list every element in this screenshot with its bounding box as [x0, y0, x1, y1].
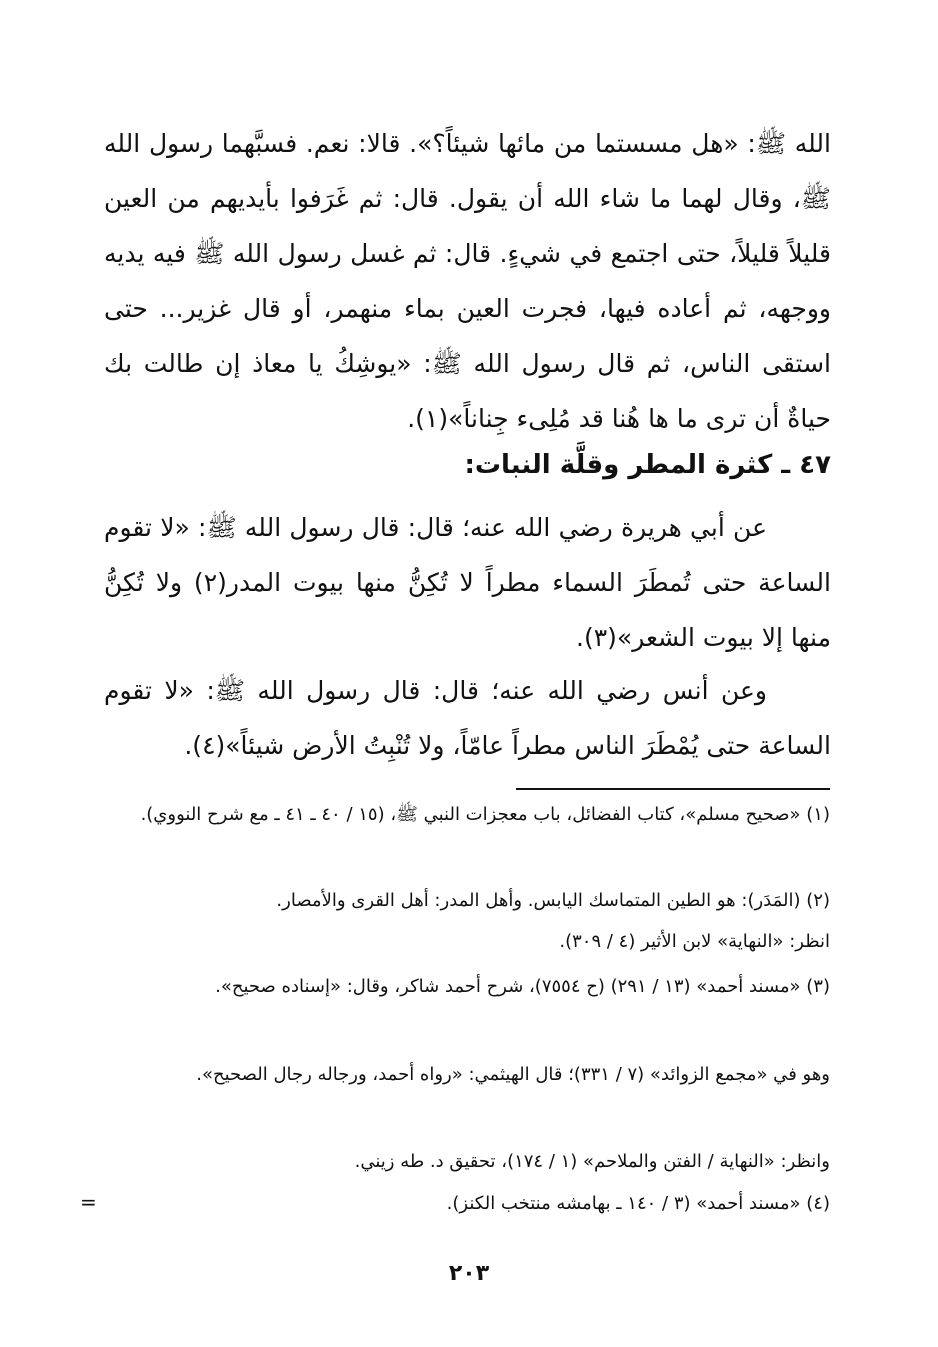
footnote-3-zawaid: وهو في «مجمع الزوائد» (٧ / ٣٣١)؛ قال الهيثمي: «رواه أحمد، ورجاله رجال الصحيح».: [196, 1064, 830, 1085]
body-paragraph-hadith-continuation: الله ﷺ: «هل مسستما من مائها شيئاً؟». قالا: نعم. فسبَّهما رسول الله ﷺ، وقال لهما ما شاء الله أن يقول. قال: ثم غَرَفوا بأيديهم من العين قليلاً قليلاً، حتى اجتمع في شيءٍ. قال: ثم غسل رسول الله ﷺ فيه يديه ووجهه، ثم أعاده فيها، فجرت العين بماء منهمر، أو قال غزير... حتى استقى الناس، ثم قال رسول الله ﷺ: «يوشِكُ يا معاذ إن طالت بك حياةٌ أن ترى ما ها هُنا قد مُلِىء جِناناً»(١).: [104, 129, 831, 433]
page-number: ٢٠٣: [448, 1261, 490, 1286]
footnote-3: (٣) «مسند أحمد» (١٣ / ٢٩١) (ح ٧٥٥٤)، شرح أحمد شاكر، وقال: «إسناده صحيح».: [215, 976, 830, 997]
footnote-4: (٤) «مسند أحمد» (٣ / ١٤٠ ـ بهامشه منتخب الكنز).: [446, 1193, 830, 1214]
margin-mark: =: [80, 1190, 97, 1214]
body-paragraph-abu-hurayra: عن أبي هريرة رضي الله عنه؛ قال: قال رسول الله ﷺ: «لا تقوم الساعة حتى تُمطَرَ السماء مطراً لا تُكِنُّ منها بيوت المدر(٢) ولا تُكِنُّ منها إلا بيوت الشعر»(٣).: [104, 513, 831, 652]
footnote-2: (٢) (المَدَر): هو الطين المتماسك اليابس. وأهل المدر: أهل القرى والأمصار.: [276, 890, 830, 911]
footnote-2-reference: انظر: «النهاية» لابن الأثير (٤ / ٣٠٩).: [559, 931, 830, 952]
body-paragraph-anas: وعن أنس رضي الله عنه؛ قال: قال رسول الله ﷺ: «لا تقوم الساعة حتى يُمْطَرَ الناس مطراً عامّاً، ولا تُنْبِتُ الأرض شيئاً»(٤).: [104, 676, 831, 760]
footnote-3-reference: وانظر: «النهاية / الفتن والملاحم» (١ / ١٧٤)، تحقيق د. طه زيني.: [354, 1151, 830, 1172]
footnote-1: (١) «صحيح مسلم»، كتاب الفضائل، باب معجزات النبي ﷺ، (١٥ / ٤٠ ـ ٤١ ـ مع شرح النووي).: [140, 804, 830, 825]
section-heading: ٤٧ ـ كثرة المطر وقلَّة النبات:: [464, 450, 831, 480]
footnote-separator: [516, 788, 830, 790]
